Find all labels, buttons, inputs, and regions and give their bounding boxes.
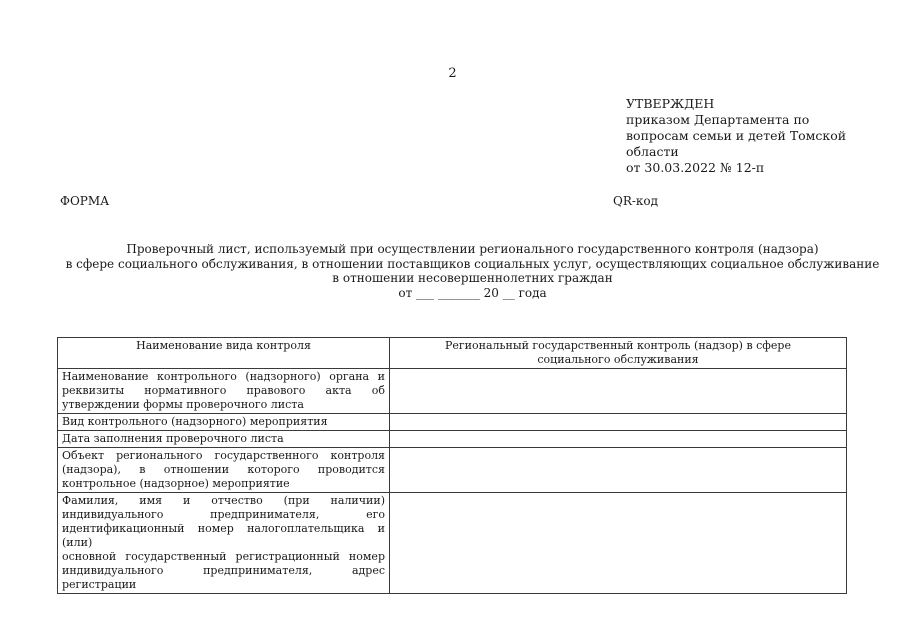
row-label-line: утверждении формы проверочного листа [62,398,304,411]
row-label-line: основной государственный регистрационный номер [62,550,385,563]
document-title [40,242,905,300]
approval-line: области [626,144,679,159]
approval-stamp [626,96,846,176]
approval-line: вопросам семьи и детей Томской [626,128,847,143]
row-label [58,369,390,414]
row-value[interactable] [390,493,847,594]
row-value[interactable] [390,414,847,431]
table-row [58,448,847,493]
row-label-line: индивидуального предпринимателя, адрес регистрации [62,564,385,591]
title-line: в отношении несовершеннолетних граждан [332,271,613,285]
title-line: в сфере социального обслуживания, в отношении поставщиков социальных услуг, осуществляющих социальное обслуживание [65,256,880,271]
row-label-line: идентификационный номер налогоплательщика и (или) [62,522,385,549]
row-label [58,431,390,448]
page-number: 2 [448,66,457,81]
row-value[interactable] [390,369,847,414]
form-label: ФОРМА [60,194,110,208]
header-cell-control-type: Наименование вида контроля [58,338,390,369]
qr-code-label: QR-код [613,194,659,208]
table-row [58,431,847,448]
table-header-row [58,338,847,369]
title-line: от ___ _______ 20 __ года [398,285,547,300]
row-label-line: Фамилия, имя и отчество (при наличии) [62,494,385,507]
approval-line: УТВЕРЖДЕН [626,96,715,111]
row-value[interactable] [390,431,847,448]
row-label [58,414,390,431]
header-cell-control-value [390,338,847,369]
row-label-line: индивидуального предпринимателя, его [62,508,385,521]
row-label-line: (надзора), в отношении которого проводится [62,463,385,476]
table-row [58,493,847,594]
row-label [58,448,390,493]
title-line: Проверочный лист, используемый при осуществлении регионального государственного контроля (надзора) [126,242,819,256]
row-label-line: Наименование контрольного (надзорного) органа и [62,370,385,383]
approval-line: приказом Департамента по [626,112,810,127]
row-label-line: Объект регионального государственного контроля [62,449,385,462]
row-value[interactable] [390,448,847,493]
row-label-line: Дата заполнения проверочного листа [62,432,284,445]
approval-line: от 30.03.2022 № 12-п [626,160,765,175]
header-line: Региональный государственный контроль (надзор) в сфере [445,339,791,352]
checklist-table [57,337,847,594]
row-label-line: реквизиты нормативного правового акта об [62,384,385,397]
header-line: социального обслуживания [537,353,699,366]
table-row [58,414,847,431]
table-row [58,369,847,414]
row-label [58,493,390,594]
row-label-line: Вид контрольного (надзорного) мероприятия [62,415,328,428]
row-label-line: контрольное (надзорное) мероприятие [62,477,290,490]
